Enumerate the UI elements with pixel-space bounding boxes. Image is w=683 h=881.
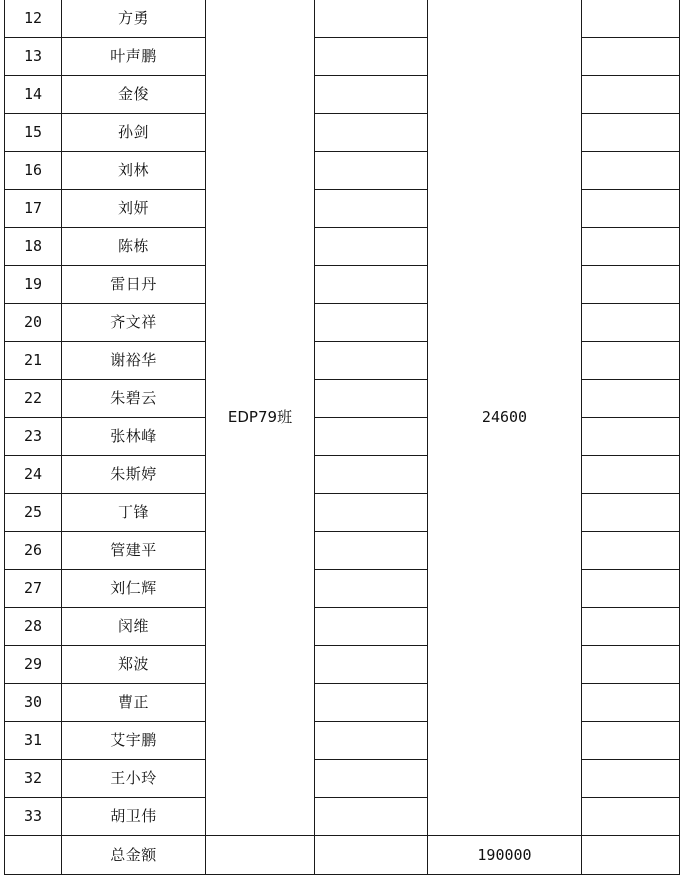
row-number: 15 — [5, 114, 62, 152]
row-name: 刘林 — [62, 152, 206, 190]
row-extra-cell — [582, 646, 680, 684]
total-amount: 190000 — [428, 836, 582, 875]
row-number: 30 — [5, 684, 62, 722]
row-blank-cell — [315, 456, 428, 494]
row-name: 艾宇鹏 — [62, 722, 206, 760]
row-blank-cell — [315, 342, 428, 380]
row-number: 31 — [5, 722, 62, 760]
row-number: 25 — [5, 494, 62, 532]
row-number: 26 — [5, 532, 62, 570]
row-number: 28 — [5, 608, 62, 646]
row-blank-cell — [315, 760, 428, 798]
row-extra-cell — [582, 494, 680, 532]
row-blank-cell — [315, 798, 428, 836]
row-extra-cell — [582, 532, 680, 570]
row-number: 14 — [5, 76, 62, 114]
row-extra-cell — [582, 722, 680, 760]
row-extra-cell — [582, 304, 680, 342]
row-extra-cell — [582, 760, 680, 798]
row-extra-cell — [582, 456, 680, 494]
row-blank-cell — [315, 646, 428, 684]
row-blank-cell — [315, 380, 428, 418]
row-name: 雷日丹 — [62, 266, 206, 304]
row-number: 23 — [5, 418, 62, 456]
row-number: 13 — [5, 38, 62, 76]
row-blank-cell — [315, 190, 428, 228]
row-blank-cell — [315, 684, 428, 722]
row-name: 谢裕华 — [62, 342, 206, 380]
roster-table-body — [5, 0, 680, 875]
row-name: 丁锋 — [62, 494, 206, 532]
row-number: 29 — [5, 646, 62, 684]
row-blank-cell — [315, 0, 428, 38]
row-extra-cell — [582, 114, 680, 152]
row-name: 管建平 — [62, 532, 206, 570]
row-blank-cell — [315, 722, 428, 760]
row-name: 陈栋 — [62, 228, 206, 266]
total-row — [5, 836, 680, 875]
row-name: 金俊 — [62, 76, 206, 114]
row-number: 27 — [5, 570, 62, 608]
total-extra-cell — [582, 836, 680, 875]
total-class-cell — [206, 836, 315, 875]
roster-table — [4, 0, 680, 875]
row-name: 方勇 — [62, 0, 206, 38]
row-name: 王小玲 — [62, 760, 206, 798]
row-name: 齐文祥 — [62, 304, 206, 342]
row-extra-cell — [582, 266, 680, 304]
row-blank-cell — [315, 570, 428, 608]
row-blank-cell — [315, 494, 428, 532]
row-blank-cell — [315, 532, 428, 570]
row-extra-cell — [582, 342, 680, 380]
row-name: 胡卫伟 — [62, 798, 206, 836]
row-extra-cell — [582, 570, 680, 608]
row-number: 12 — [5, 0, 62, 38]
row-name: 朱碧云 — [62, 380, 206, 418]
row-number: 22 — [5, 380, 62, 418]
row-blank-cell — [315, 38, 428, 76]
total-no-cell — [5, 836, 62, 875]
row-blank-cell — [315, 608, 428, 646]
row-extra-cell — [582, 380, 680, 418]
row-extra-cell — [582, 190, 680, 228]
class-name-cell: EDP79班 — [206, 0, 315, 836]
total-label: 总金额 — [62, 836, 206, 875]
row-extra-cell — [582, 798, 680, 836]
row-extra-cell — [582, 38, 680, 76]
row-name: 叶声鹏 — [62, 38, 206, 76]
row-name: 刘仁辉 — [62, 570, 206, 608]
row-blank-cell — [315, 152, 428, 190]
row-name: 刘妍 — [62, 190, 206, 228]
row-number: 32 — [5, 760, 62, 798]
table-row — [5, 0, 680, 38]
row-extra-cell — [582, 608, 680, 646]
row-number: 17 — [5, 190, 62, 228]
row-blank-cell — [315, 418, 428, 456]
row-name: 张林峰 — [62, 418, 206, 456]
row-extra-cell — [582, 152, 680, 190]
row-extra-cell — [582, 0, 680, 38]
row-blank-cell — [315, 304, 428, 342]
row-number: 19 — [5, 266, 62, 304]
row-number: 24 — [5, 456, 62, 494]
row-blank-cell — [315, 114, 428, 152]
row-name: 朱斯婷 — [62, 456, 206, 494]
row-blank-cell — [315, 76, 428, 114]
row-name: 曹正 — [62, 684, 206, 722]
row-number: 21 — [5, 342, 62, 380]
row-name: 闵维 — [62, 608, 206, 646]
row-number: 33 — [5, 798, 62, 836]
group-amount-cell: 24600 — [428, 0, 582, 836]
row-number: 20 — [5, 304, 62, 342]
total-blank-cell — [315, 836, 428, 875]
row-blank-cell — [315, 266, 428, 304]
row-number: 16 — [5, 152, 62, 190]
row-name: 孙剑 — [62, 114, 206, 152]
row-number: 18 — [5, 228, 62, 266]
row-extra-cell — [582, 228, 680, 266]
row-extra-cell — [582, 418, 680, 456]
row-extra-cell — [582, 76, 680, 114]
row-extra-cell — [582, 684, 680, 722]
row-name: 郑波 — [62, 646, 206, 684]
row-blank-cell — [315, 228, 428, 266]
